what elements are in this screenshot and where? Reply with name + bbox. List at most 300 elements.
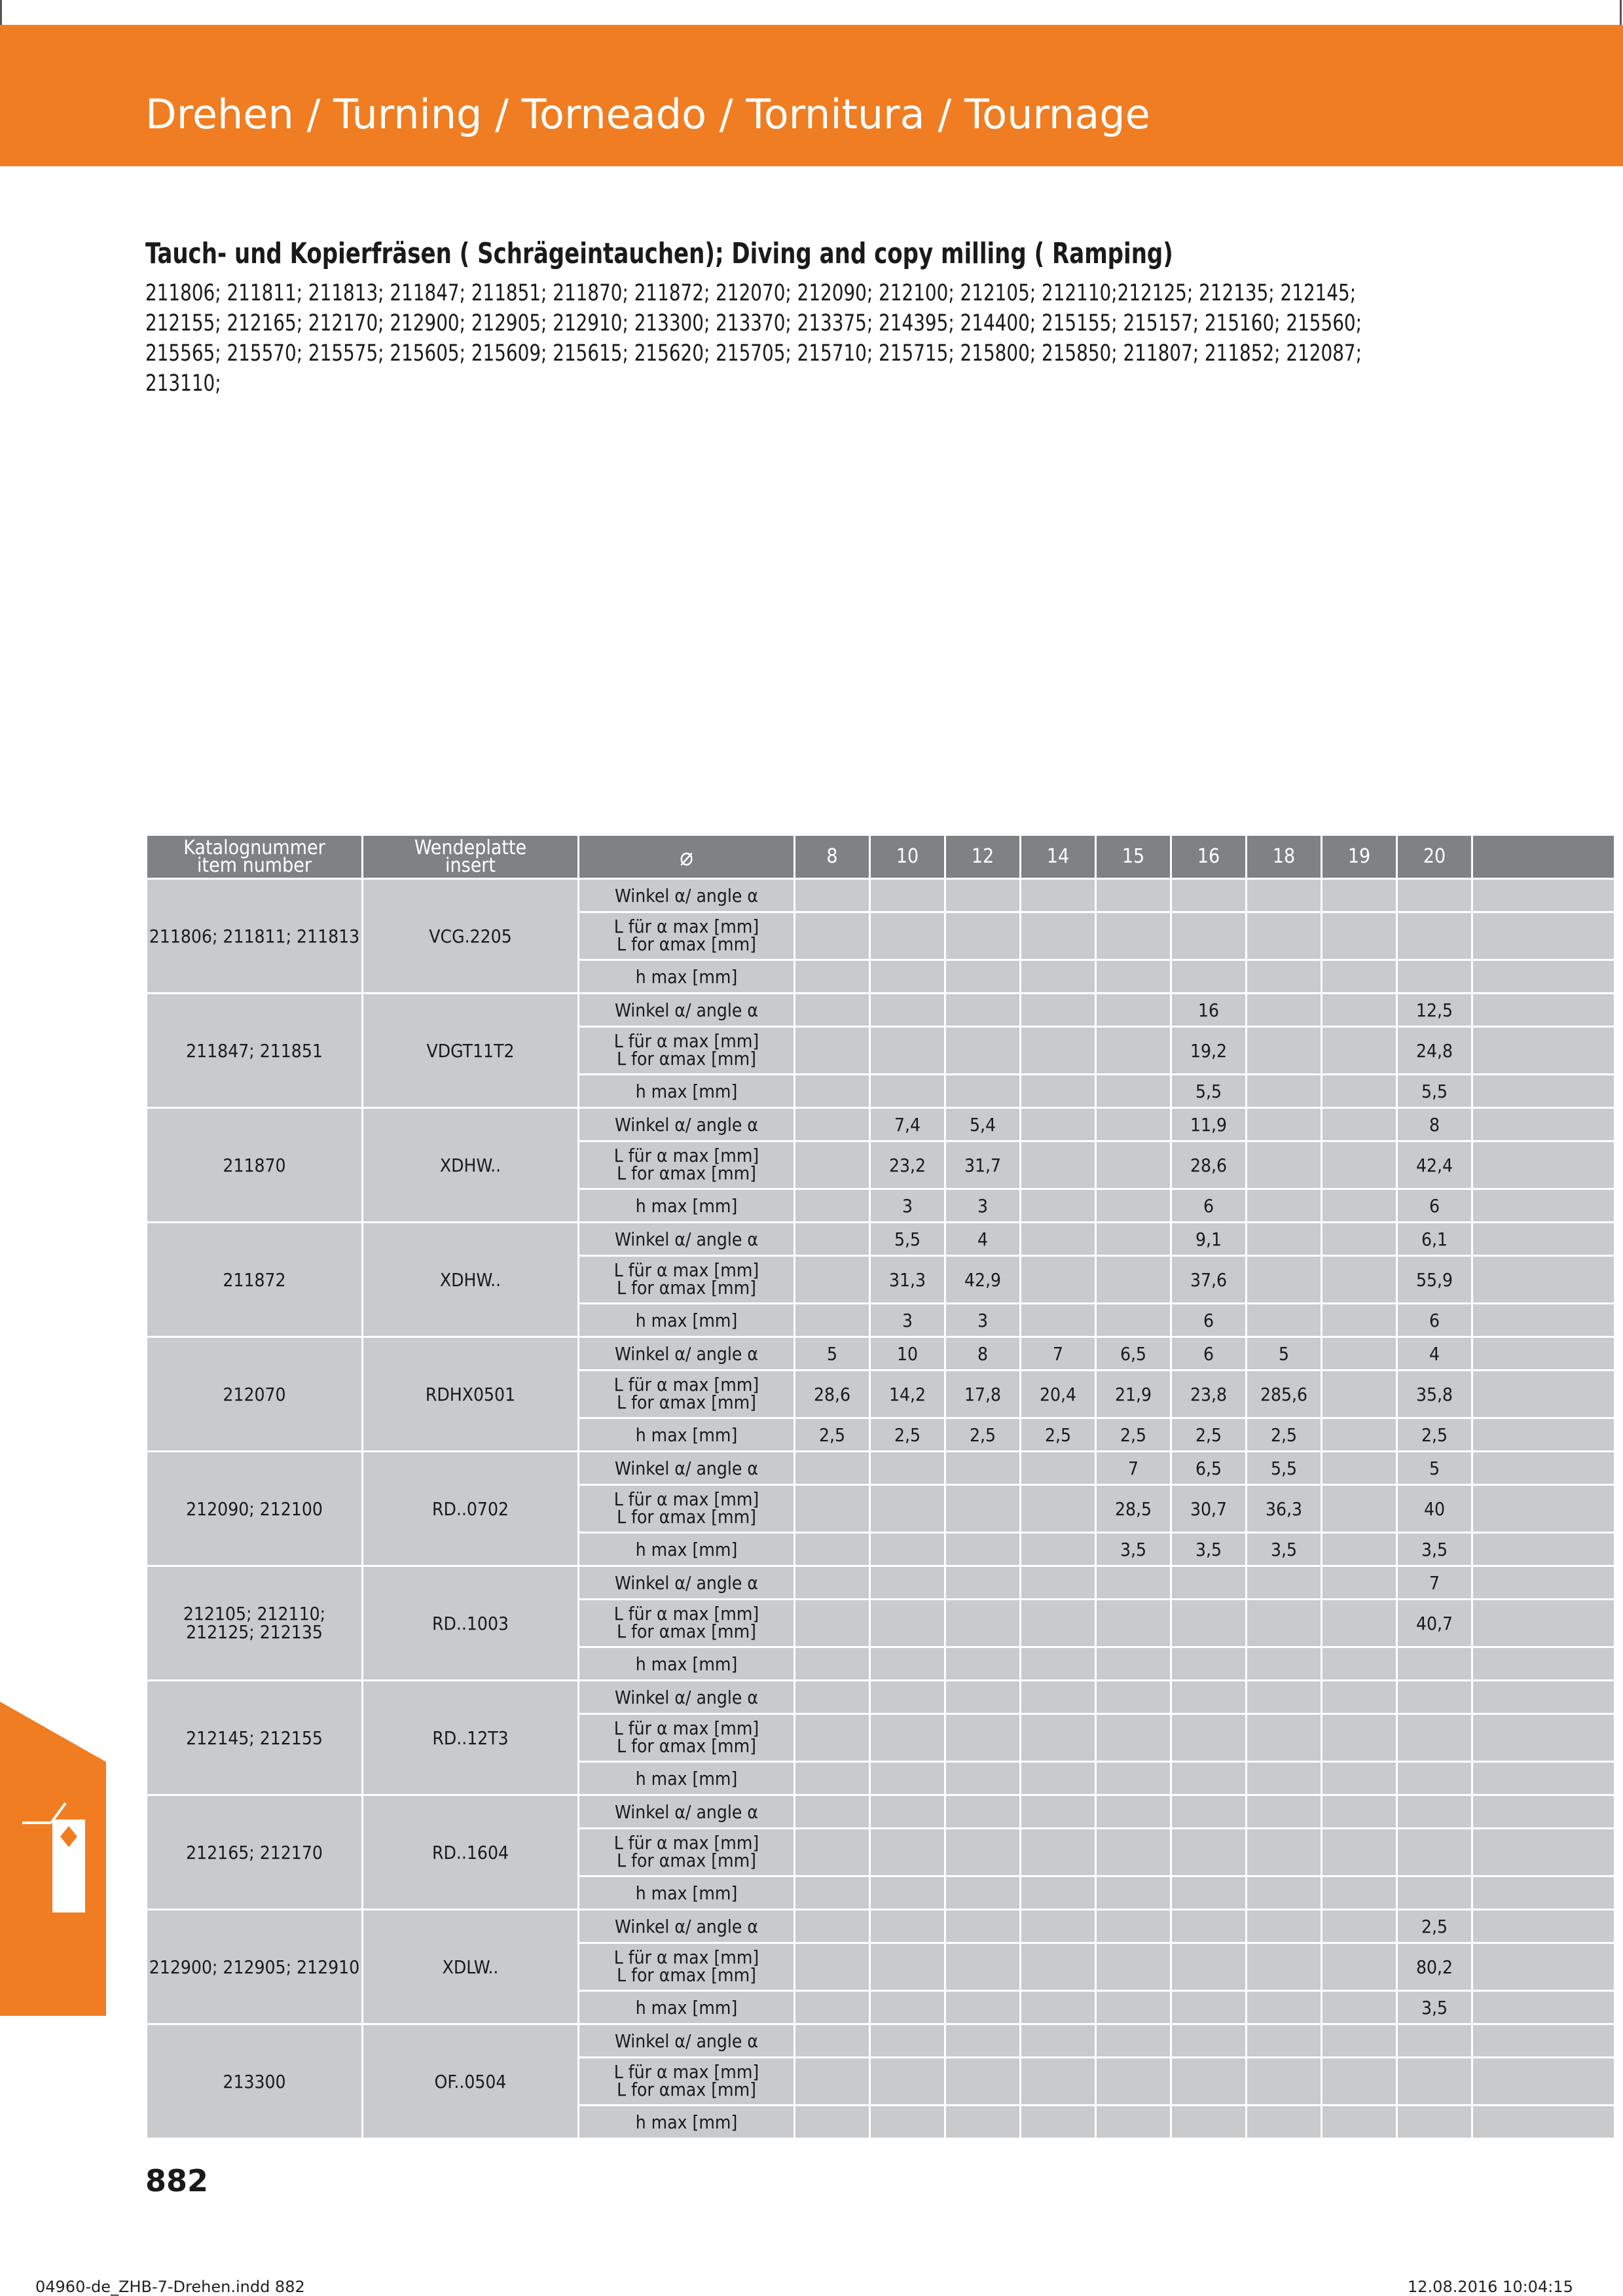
value-cell: 28,5 xyxy=(1096,1485,1171,1533)
catalog-number-cell: 212090; 212100 xyxy=(147,1452,363,1566)
value-cell: 14,2 xyxy=(870,1371,945,1418)
value-cell xyxy=(1021,1304,1096,1337)
h-max-label: h max [mm] xyxy=(579,1647,795,1681)
value-cell xyxy=(945,960,1021,994)
value-cell xyxy=(870,2024,945,2058)
value-cell: 30,7 xyxy=(1171,1485,1247,1533)
value-cell xyxy=(870,1600,945,1647)
value-cell xyxy=(1472,1943,1615,1991)
crop-mark-right xyxy=(1620,0,1622,25)
value-cell xyxy=(1021,879,1096,912)
value-cell xyxy=(1247,1795,1322,1829)
value-cell xyxy=(1472,1681,1615,1714)
value-cell xyxy=(1322,1647,1397,1681)
value-cell xyxy=(1322,1762,1397,1795)
value-cell: 5,5 xyxy=(1397,1075,1472,1108)
insert-cell: OF..0504 xyxy=(363,2024,579,2139)
value-cell xyxy=(1171,2106,1247,2139)
value-cell xyxy=(945,1681,1021,1714)
value-cell xyxy=(1397,1681,1472,1714)
value-cell: 10 xyxy=(870,1337,945,1371)
page-title: Drehen / Turning / Torneado / Tornitura / Tournage xyxy=(145,90,1150,138)
catalog-number-cell: 212105; 212110; 212125; 212135 xyxy=(147,1566,363,1681)
value-cell xyxy=(1021,1141,1096,1189)
value-cell xyxy=(1472,1027,1615,1075)
value-cell xyxy=(795,1600,870,1647)
value-cell xyxy=(1247,879,1322,912)
value-cell xyxy=(870,879,945,912)
size-header: 16 xyxy=(1171,835,1247,879)
size-header: 14 xyxy=(1021,835,1096,879)
l-max-label-de: L für α max [mm] xyxy=(613,1488,759,1510)
l-max-label xyxy=(579,1256,795,1304)
value-cell xyxy=(945,2024,1021,2058)
value-cell: 2,5 xyxy=(1096,1418,1171,1452)
l-max-label-en: L for αmax [mm] xyxy=(617,1276,756,1299)
value-cell xyxy=(1021,1600,1096,1647)
value-cell xyxy=(1247,2106,1322,2139)
value-cell: 8 xyxy=(945,1337,1021,1371)
value-cell xyxy=(1247,1991,1322,2024)
insert-cell: VDGT11T2 xyxy=(363,994,579,1108)
value-cell xyxy=(1472,1829,1615,1876)
value-cell xyxy=(1021,1533,1096,1566)
value-cell xyxy=(945,1829,1021,1876)
value-cell xyxy=(1171,960,1247,994)
value-cell xyxy=(1096,1600,1171,1647)
value-cell xyxy=(1247,960,1322,994)
value-cell xyxy=(1322,1418,1397,1452)
value-cell xyxy=(1247,1075,1322,1108)
value-cell xyxy=(1096,2106,1171,2139)
value-cell xyxy=(1397,2106,1472,2139)
value-cell xyxy=(1322,1371,1397,1418)
value-cell xyxy=(1322,1027,1397,1075)
value-cell xyxy=(945,1943,1021,1991)
h-max-label: h max [mm] xyxy=(579,1876,795,1910)
value-cell xyxy=(1021,1075,1096,1108)
value-cell: 7,4 xyxy=(870,1108,945,1141)
value-cell xyxy=(1171,1829,1247,1876)
value-cell xyxy=(1171,1795,1247,1829)
l-max-label-de: L für α max [mm] xyxy=(613,1373,759,1395)
value-cell xyxy=(1096,912,1171,960)
h-max-label: h max [mm] xyxy=(579,1304,795,1337)
value-cell: 6,5 xyxy=(1096,1337,1171,1371)
value-cell xyxy=(870,1829,945,1876)
value-cell xyxy=(1247,1256,1322,1304)
value-cell xyxy=(1096,1256,1171,1304)
value-cell xyxy=(1021,1910,1096,1943)
insert-cell: VCG.2205 xyxy=(363,879,579,994)
value-cell: 42,4 xyxy=(1397,1141,1472,1189)
value-cell: 9,1 xyxy=(1171,1223,1247,1256)
value-cell xyxy=(795,960,870,994)
value-cell xyxy=(795,994,870,1027)
size-header: 19 xyxy=(1322,835,1397,879)
value-cell xyxy=(1096,879,1171,912)
value-cell xyxy=(1021,994,1096,1027)
value-cell: 2,5 xyxy=(1397,1418,1472,1452)
value-cell xyxy=(1021,1991,1096,2024)
l-max-label-en: L for αmax [mm] xyxy=(617,1734,756,1757)
l-max-label-de: L für α max [mm] xyxy=(613,2060,759,2083)
table-row xyxy=(147,879,1615,912)
value-cell xyxy=(795,2058,870,2106)
value-cell xyxy=(795,1533,870,1566)
value-cell: 2,5 xyxy=(1397,1910,1472,1943)
value-cell xyxy=(945,1910,1021,1943)
value-cell xyxy=(870,2058,945,2106)
value-cell xyxy=(945,1795,1021,1829)
l-max-label-en: L for αmax [mm] xyxy=(617,2078,756,2100)
value-cell xyxy=(1472,1533,1615,1566)
value-cell xyxy=(1397,912,1472,960)
value-cell xyxy=(1096,960,1171,994)
value-cell xyxy=(1096,994,1171,1027)
item-code-line: 215565; 215570; 215575; 215605; 215609; 215615; 215620; 215705; 215710; 215715; 215800; 215850; 211807; 211852; 212087; xyxy=(145,340,1362,367)
value-cell xyxy=(1021,1452,1096,1485)
value-cell xyxy=(1472,1795,1615,1829)
table-row xyxy=(147,1681,1615,1714)
value-cell xyxy=(1021,2058,1096,2106)
value-cell xyxy=(1472,1714,1615,1762)
insert-cell: RD..0702 xyxy=(363,1452,579,1566)
value-cell xyxy=(1472,1876,1615,1910)
value-cell xyxy=(1322,1600,1397,1647)
value-cell xyxy=(870,1876,945,1910)
value-cell xyxy=(1171,2024,1247,2058)
value-cell xyxy=(1247,1943,1322,1991)
value-cell xyxy=(795,1876,870,1910)
value-cell xyxy=(1096,1762,1171,1795)
catalog-number-cell: 213300 xyxy=(147,2024,363,2139)
angle-label: Winkel α/ angle α xyxy=(579,1910,795,1943)
value-cell: 7 xyxy=(1397,1566,1472,1600)
value-cell xyxy=(795,1991,870,2024)
value-cell xyxy=(1171,1876,1247,1910)
turning-section-tab xyxy=(0,1702,111,2016)
value-cell xyxy=(1096,1795,1171,1829)
l-max-label-de: L für α max [mm] xyxy=(613,1831,759,1854)
value-cell: 5,5 xyxy=(870,1223,945,1256)
value-cell xyxy=(1247,1762,1322,1795)
value-cell xyxy=(1021,1647,1096,1681)
value-cell: 5,5 xyxy=(1247,1452,1322,1485)
value-cell xyxy=(945,2106,1021,2139)
value-cell xyxy=(1322,1485,1397,1533)
value-cell xyxy=(795,1829,870,1876)
table-header-row xyxy=(147,835,1615,879)
value-cell xyxy=(1171,1943,1247,1991)
value-cell xyxy=(1472,1256,1615,1304)
value-cell: 55,9 xyxy=(1397,1256,1472,1304)
value-cell xyxy=(1096,1189,1171,1223)
catalog-number-cell: 211870 xyxy=(147,1108,363,1223)
value-cell: 16 xyxy=(1171,994,1247,1027)
value-cell xyxy=(870,2106,945,2139)
value-cell xyxy=(1247,1304,1322,1337)
value-cell xyxy=(1322,1189,1397,1223)
item-code-line: 211806; 211811; 211813; 211847; 211851; 211870; 211872; 212070; 212090; 212100; 212105; 212110;212125; 212135; 212145; xyxy=(145,280,1357,306)
catalog-number-cell: 211806; 211811; 211813 xyxy=(147,879,363,994)
value-cell xyxy=(1472,1910,1615,1943)
value-cell xyxy=(795,1141,870,1189)
value-cell xyxy=(1021,1829,1096,1876)
value-cell xyxy=(1096,1566,1171,1600)
value-cell xyxy=(1021,1876,1096,1910)
value-cell: 6 xyxy=(1171,1337,1247,1371)
value-cell xyxy=(1397,1829,1472,1876)
catalog-number-cell: 212165; 212170 xyxy=(147,1795,363,1910)
value-cell xyxy=(795,1647,870,1681)
l-max-label xyxy=(579,912,795,960)
value-cell xyxy=(1171,1566,1247,1600)
section-title: Tauch- und Kopierfräsen ( Schrägeintauchen); Diving and copy milling ( Ramping) xyxy=(145,237,1173,270)
l-max-label-de: L für α max [mm] xyxy=(613,915,759,937)
value-cell xyxy=(1322,1304,1397,1337)
angle-label: Winkel α/ angle α xyxy=(579,879,795,912)
value-cell xyxy=(795,912,870,960)
item-code-list xyxy=(145,278,1592,399)
value-cell: 4 xyxy=(945,1223,1021,1256)
value-cell: 3,5 xyxy=(1397,1991,1472,2024)
value-cell xyxy=(1096,1829,1171,1876)
value-cell: 2,5 xyxy=(1247,1418,1322,1452)
value-cell xyxy=(1096,1027,1171,1075)
value-cell xyxy=(1472,912,1615,960)
value-cell xyxy=(1472,1075,1615,1108)
value-cell xyxy=(795,1681,870,1714)
insert-cell: XDHW.. xyxy=(363,1108,579,1223)
value-cell xyxy=(1096,2058,1171,2106)
value-cell: 80,2 xyxy=(1397,1943,1472,1991)
value-cell xyxy=(1322,1337,1397,1371)
value-cell xyxy=(1247,1600,1322,1647)
value-cell xyxy=(1472,1566,1615,1600)
value-cell xyxy=(945,1600,1021,1647)
value-cell xyxy=(1472,1485,1615,1533)
value-cell xyxy=(945,1027,1021,1075)
h-max-label: h max [mm] xyxy=(579,1418,795,1452)
value-cell xyxy=(945,1075,1021,1108)
value-cell xyxy=(1472,1141,1615,1189)
value-cell xyxy=(1322,960,1397,994)
value-cell xyxy=(1021,1943,1096,1991)
size-header: 10 xyxy=(870,835,945,879)
print-timestamp: 12.08.2016 10:04:15 xyxy=(1408,2278,1573,2296)
l-max-label-en: L for αmax [mm] xyxy=(617,933,756,955)
value-cell xyxy=(1021,1189,1096,1223)
value-cell xyxy=(795,1910,870,1943)
value-cell xyxy=(945,1714,1021,1762)
value-cell xyxy=(1247,2024,1322,2058)
catalog-header-de: Katalognummer xyxy=(183,836,325,859)
value-cell xyxy=(795,2106,870,2139)
angle-label: Winkel α/ angle α xyxy=(579,1681,795,1714)
value-cell xyxy=(795,1027,870,1075)
value-cell xyxy=(870,1910,945,1943)
value-cell xyxy=(1171,2058,1247,2106)
value-cell xyxy=(1397,1714,1472,1762)
value-cell xyxy=(1322,1256,1397,1304)
value-cell: 24,8 xyxy=(1397,1027,1472,1075)
value-cell xyxy=(1322,1108,1397,1141)
value-cell xyxy=(1021,1762,1096,1795)
table-row xyxy=(147,1337,1615,1371)
value-cell xyxy=(795,1762,870,1795)
value-cell xyxy=(945,1533,1021,1566)
value-cell: 6 xyxy=(1397,1189,1472,1223)
l-max-label-en: L for αmax [mm] xyxy=(617,1162,756,1184)
value-cell xyxy=(1322,1910,1397,1943)
value-cell xyxy=(1472,2024,1615,2058)
l-max-label xyxy=(579,1485,795,1533)
value-cell xyxy=(870,1681,945,1714)
value-cell xyxy=(1397,879,1472,912)
value-cell xyxy=(795,2024,870,2058)
l-max-label-de: L für α max [mm] xyxy=(613,1602,759,1624)
size-header: 18 xyxy=(1247,835,1322,879)
catalog-number-header xyxy=(147,835,363,879)
value-cell xyxy=(1096,1223,1171,1256)
value-cell xyxy=(1247,1910,1322,1943)
file-slug: 04960-de_ZHB-7-Drehen.indd 882 xyxy=(35,2278,305,2296)
value-cell xyxy=(795,879,870,912)
value-cell xyxy=(795,1714,870,1762)
angle-label: Winkel α/ angle α xyxy=(579,1795,795,1829)
value-cell: 19,2 xyxy=(1171,1027,1247,1075)
angle-label: Winkel α/ angle α xyxy=(579,1223,795,1256)
value-cell xyxy=(870,1027,945,1075)
value-cell: 2,5 xyxy=(870,1418,945,1452)
value-cell xyxy=(870,1647,945,1681)
catalog-number-cell: 211872 xyxy=(147,1223,363,1337)
catalog-number-cell: 211847; 211851 xyxy=(147,994,363,1108)
l-max-label xyxy=(579,1829,795,1876)
value-cell xyxy=(1247,1141,1322,1189)
catalog-number-cell: 212070 xyxy=(147,1337,363,1452)
value-cell xyxy=(1472,1223,1615,1256)
value-cell xyxy=(795,1256,870,1304)
h-max-label: h max [mm] xyxy=(579,1075,795,1108)
catalog-header-en: item number xyxy=(197,853,312,877)
value-cell: 3 xyxy=(945,1304,1021,1337)
value-cell xyxy=(945,1485,1021,1533)
value-cell xyxy=(1096,1681,1171,1714)
value-cell: 285,6 xyxy=(1247,1371,1322,1418)
value-cell: 7 xyxy=(1021,1337,1096,1371)
value-cell xyxy=(1021,960,1096,994)
table-row xyxy=(147,994,1615,1027)
value-cell xyxy=(1247,1829,1322,1876)
insert-header-de: Wendeplatte xyxy=(414,836,527,859)
value-cell xyxy=(1021,1108,1096,1141)
value-cell xyxy=(1171,1600,1247,1647)
value-cell xyxy=(870,994,945,1027)
value-cell: 37,6 xyxy=(1171,1256,1247,1304)
value-cell xyxy=(1397,2058,1472,2106)
value-cell xyxy=(1021,1681,1096,1714)
value-cell xyxy=(795,1304,870,1337)
l-max-label-de: L für α max [mm] xyxy=(613,1717,759,1739)
value-cell xyxy=(1472,960,1615,994)
angle-label: Winkel α/ angle α xyxy=(579,1566,795,1600)
value-cell xyxy=(1322,2058,1397,2106)
value-cell xyxy=(1397,1795,1472,1829)
value-cell: 2,5 xyxy=(1021,1418,1096,1452)
value-cell xyxy=(870,1533,945,1566)
value-cell xyxy=(870,1452,945,1485)
value-cell xyxy=(1322,912,1397,960)
value-cell: 11,9 xyxy=(1171,1108,1247,1141)
value-cell xyxy=(795,1075,870,1108)
value-cell: 2,5 xyxy=(945,1418,1021,1452)
value-cell xyxy=(1322,1795,1397,1829)
value-cell: 3,5 xyxy=(1096,1533,1171,1566)
value-cell xyxy=(1021,2024,1096,2058)
value-cell xyxy=(945,1991,1021,2024)
size-header: 8 xyxy=(795,835,870,879)
value-cell xyxy=(1322,1452,1397,1485)
table-row xyxy=(147,1108,1615,1141)
value-cell xyxy=(1472,1647,1615,1681)
l-max-label-en: L for αmax [mm] xyxy=(617,1849,756,1871)
value-cell xyxy=(870,1943,945,1991)
l-max-label-de: L für α max [mm] xyxy=(613,1030,759,1052)
value-cell xyxy=(870,960,945,994)
table-row xyxy=(147,1795,1615,1829)
value-cell xyxy=(1021,1223,1096,1256)
value-cell xyxy=(1322,879,1397,912)
value-cell: 3,5 xyxy=(1171,1533,1247,1566)
value-cell: 3 xyxy=(870,1189,945,1223)
value-cell xyxy=(870,1485,945,1533)
ramping-data-table xyxy=(145,834,1616,2140)
insert-header-en: insert xyxy=(445,853,496,877)
value-cell: 5 xyxy=(795,1337,870,1371)
value-cell: 12,5 xyxy=(1397,994,1472,1027)
value-cell xyxy=(1472,879,1615,912)
value-cell xyxy=(795,1795,870,1829)
value-cell xyxy=(945,879,1021,912)
table-row xyxy=(147,1910,1615,1943)
value-cell: 3,5 xyxy=(1397,1533,1472,1566)
l-max-label-de: L für α max [mm] xyxy=(613,1144,759,1166)
value-cell: 6,1 xyxy=(1397,1223,1472,1256)
table-row xyxy=(147,1566,1615,1600)
value-cell xyxy=(1322,1876,1397,1910)
value-cell xyxy=(870,1566,945,1600)
value-cell xyxy=(1021,1485,1096,1533)
value-cell xyxy=(1322,1829,1397,1876)
value-cell: 8 xyxy=(1397,1108,1472,1141)
value-cell xyxy=(1247,1027,1322,1075)
value-cell xyxy=(870,1991,945,2024)
value-cell xyxy=(945,1876,1021,1910)
value-cell xyxy=(870,912,945,960)
value-cell: 31,7 xyxy=(945,1141,1021,1189)
value-cell xyxy=(1397,2024,1472,2058)
value-cell xyxy=(1322,1714,1397,1762)
value-cell: 28,6 xyxy=(795,1371,870,1418)
value-cell xyxy=(1472,1452,1615,1485)
value-cell xyxy=(1171,1714,1247,1762)
value-cell xyxy=(1171,879,1247,912)
value-cell xyxy=(1397,960,1472,994)
catalog-number-cell: 212145; 212155 xyxy=(147,1681,363,1795)
value-cell: 40,7 xyxy=(1397,1600,1472,1647)
